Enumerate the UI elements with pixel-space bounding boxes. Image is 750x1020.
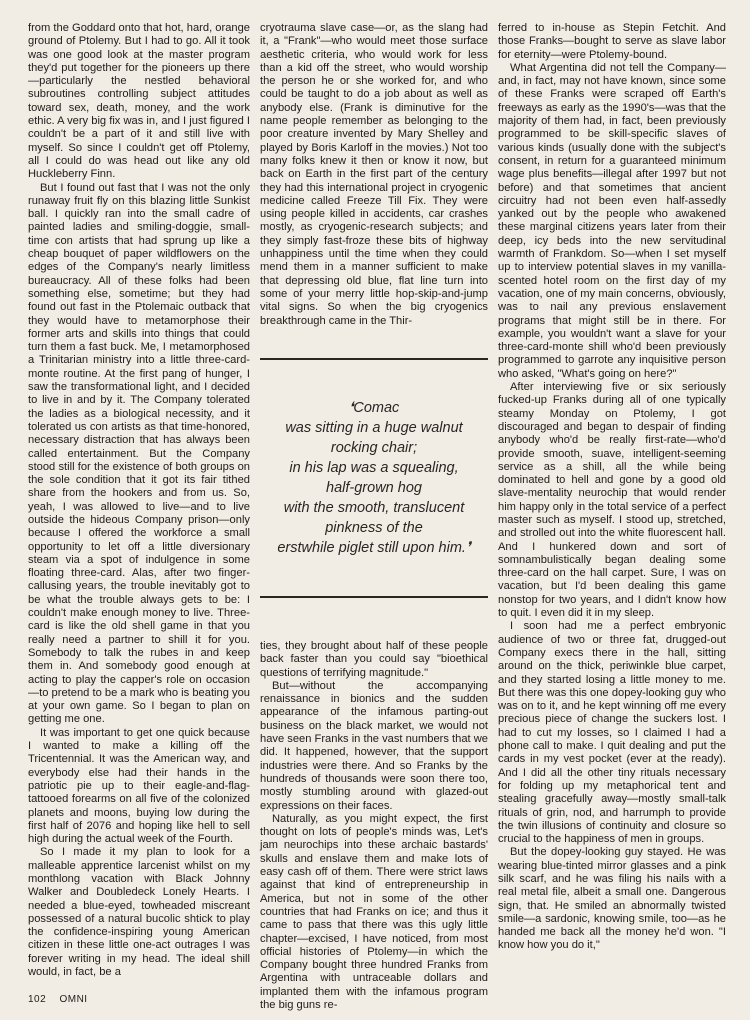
magazine-name: OMNI	[59, 994, 88, 1005]
open-quote-mark: ❛	[348, 400, 354, 416]
paragraph: What Argentina did not tell the Company—and, in fact, may not have known, since some of these Franks were scraped off Earth's freeways as early as the 1990's—was that the majority of them had, in fact, been previously programmed to be skill-specific slaves of various kinds (usually done with the subject's consent, in return for a guaranteed minimum wage plus benefits—illegal after 1997 but not before) and that sometimes that ancient circuitry had not been even half-assedly yanked out by the people who awakened these marginal citizens years later from their deep, icy beds into the new servitudinal warmth of Frankdom. So—when I set myself up to interview potential slaves in my vanilla-scented hotel room on the first day of my vacation, one of my main concerns, obviously, was to nail any previous enslavement programs that might still be in there. For example, you wouldn't want a slave for your three-card-monte shill who'd been previously programmed to garrote any inquisitive person who asked, "What's going on here?"	[498, 61, 726, 380]
pullquote-line: was sitting in a huge walnut	[285, 420, 463, 436]
paragraph: So I made it my plan to look for a malleable apprentice larcenist whilst on my monthlong vacation with Black Johnny Walker and Doubledeck Lonely Hearts. I needed a blue-eyed, towheaded miscreant possessed of a natural bucolic shtick to play the confidence-inspiring young American citizen in these little one-act outrages I was forever writing in my head. The ideal shill would, in fact, be a	[28, 846, 250, 979]
pullquote-line: rocking chair;	[330, 440, 418, 456]
pullquote	[260, 388, 488, 588]
pullquote-line: erstwhile piglet still upon him.	[277, 540, 466, 556]
article-column-3	[498, 22, 726, 984]
page-number: 102	[28, 994, 47, 1005]
article-column-2-bottom	[260, 640, 488, 1012]
paragraph: I soon had me a perfect embryonic audience of two or three fat, drugged-out Company execs there in the hall, sitting around on the thick, periwinkle blue carpet, and they started losing a little money to me. But there was this one dopey-looking guy who was on to it, and he kept winning off me every precious piece of change the suckers lost. I had to cut my losses, so I claimed I had a phone call to make. I quit dealing and put the cards in my vest pocket (ever at the ready). And I did all the other tiny rituals necessary for folding up my metaphorical tent and stealing gracefully away—mostly small-talk rituals of grin, nod, and harrumph to provide the twin illusions of continuity and closure so crucial to the happiness of men in groups.	[498, 620, 726, 846]
pullquote-line: Comac	[353, 400, 400, 416]
paragraph: ferred to in-house as Stepin Fetchit. And those Franks—bought to serve as slave labor for eternity—were Ptolemy-bound.	[498, 22, 726, 61]
pullquote-rule-bottom	[260, 596, 488, 598]
paragraph: It was important to get one quick because I wanted to make a killing off the Tricentennial. It was the American way, and everybody else had their hands in the patriotic pie up to their eagle-and-flag-tattooed forearms on all five of the colonized planets and moons, buying low during the first half of 2076 and hoping like hell to sell high during the actual week of the Fourth.	[28, 726, 250, 846]
pullquote-rule-top	[260, 358, 488, 360]
pullquote-line: pinkness of the	[325, 520, 423, 536]
pullquote-line: in his lap was a squealing,	[289, 460, 459, 476]
close-quote-mark: ❜	[465, 540, 471, 556]
page-footer	[28, 994, 98, 1005]
paragraph: But I found out fast that I was not the only runaway fruit fly on this blazing little Sunkist ball. I quickly ran into the small cadre of painted ladies and smiling-doggie, small-time con artists that had sprung up like a cheap bouquet of paper wildflowers on the edges of the Company's nearly limitless bureaucracy. All of these folks had been something else, sometime; but they had found out fast in the Ptolemaic outback that they would have to metamorphose their former arts and skills into things that could turn them a fast buck. Me, I metamorphosed a Trinitarian ministry into a little three-card-monte routine. At the first pang of hunger, I saw the transformational light, and I decided to live in and by it. The Company tolerated the ladies as a biological necessity, and it tolerated us con artists as that time-honored, necessary distraction that has always been called entertainment. But the Company stood still for the existence of both groups on the sole condition that it got its fair tithed share from the hookers and from us. So, yeah, I was allowed to live—and to live outside the hideous Company prison—only because I offered the workforce a small opportunity to let off a little diversionary steam via a spot of indulgence in some floating three-card. Alas, after two finger-callusing years, the trouble inevitably got to be what the trouble always gets to be: I couldn't make enough money to live. Three-card is like the old shell game in that you really need a partner to shill it for you. Somebody to talk the rubes in and keep them in. And somebody good enough at acting to play the capper's role on occasion—to pretend to be a mark who is beating you at your own game. So I began to plan on getting me one.	[28, 181, 250, 726]
paragraph: from the Goddard onto that hot, hard, orange ground of Ptolemy. But I had to go. All it took was one good look at the master program they'd put together for the pioneers up there—particularly the nestled behavioral subroutines controlling subject attitudes toward sex, death, money, and the work ethic. A very big fix was in, and I just figured I couldn't be a part of it and still live with myself. So since I couldn't get off Ptolemy, all I could do was head out like any old Huckleberry Finn.	[28, 22, 250, 181]
pullquote-line: half-grown hog	[326, 480, 422, 496]
paragraph: But—without the accompanying renaissance in bionics and the sudden appearance of the infamous parting-out business on the black market, we would not have seen Franks in the vast numbers that we did. It happened, however, that the support industries were there. And so Franks by the hundreds of thousands were soon there too, mostly stumbling around with glazed-out expressions on their faces.	[260, 679, 488, 812]
pullquote-line: with the smooth, translucent	[283, 500, 465, 516]
paragraph: cryotrauma slave case—or, as the slang had it, a "Frank"—who would meet those surface aesthetic criteria, who would work for less than a kid off the street, who would worship the person he or she worked for, and who could be taught to do a job about as well as anybody else. (Frank is diminutive for the name people remember as belonging to the poor creature invented by Mary Shelley and played by Boris Karloff in the movies.) Not too many folks knew it then or know it now, but back on Earth in the first part of the century they had this international project in cryogenic medicine called Freeze Till Fix. They were using people killed in accidents, car crashes mostly, as cryogenic-research subjects; and they simply fast-froze these bits of highway unhappiness until the time when they could mend them in a manner sufficient to make that depressing old blue, flat line turn into some of your merry little hop-skip-and-jump vital signs. So when the big cryogenics breakthrough came in the Thir-	[260, 22, 488, 327]
article-column-1	[28, 22, 250, 984]
paragraph: But the dopey-looking guy stayed. He was wearing blue-tinted mirror glasses and a pink silk scarf, and he was filing his nails with a real metal file, albeit a small one. Dangerous sign, that. He smiled an abnormally twisted smile—a sardonic, knowing smile, too—as he handed me back all the money he'd won. "I know how you do it,"	[498, 846, 726, 952]
article-column-2-top	[260, 22, 488, 342]
paragraph: ties, they brought about half of these people back faster than you could say "bioethical questions of terrifying magnitude."	[260, 640, 488, 679]
paragraph: Naturally, as you might expect, the first thought on lots of people's minds was, Let's jam neurochips into these archaic bastards' skulls and enslave them and make lots of easy cash off of them. There were strict laws against that kind of entrepreneurship in America, but not in some of the other countries that had Franks on ice; and thus it came to pass that there was this ugly little chapter—excised, I have noticed, from most official histories of Ptolemy—in which the Company bought three hundred Franks from Argentina with untraceable dollars and implanted them with the infamous program the big guns re-	[260, 812, 488, 1012]
paragraph: After interviewing five or six seriously fucked-up Franks during all of one typically steamy Monday on Ptolemy, I got discouraged and began to despair of finding anybody who'd be really first-rate—who'd provide smooth, suave, intelligent-seeming service as a shill, all the while being dominated to hell and gone by a good old slave-mentality neurochip that would render him happy only in the total service of a perfect master such as myself. I stood up, stretched, and strolled out into the white fluorescent hall. And I hunkered down and sort of somnambulistically began dealing some three-card on the hall carpet. Sure, I was on vacation, but I'd been dealing this game nonstop for two years, and I didn't know how to quit. I even did it in my sleep.	[498, 381, 726, 620]
